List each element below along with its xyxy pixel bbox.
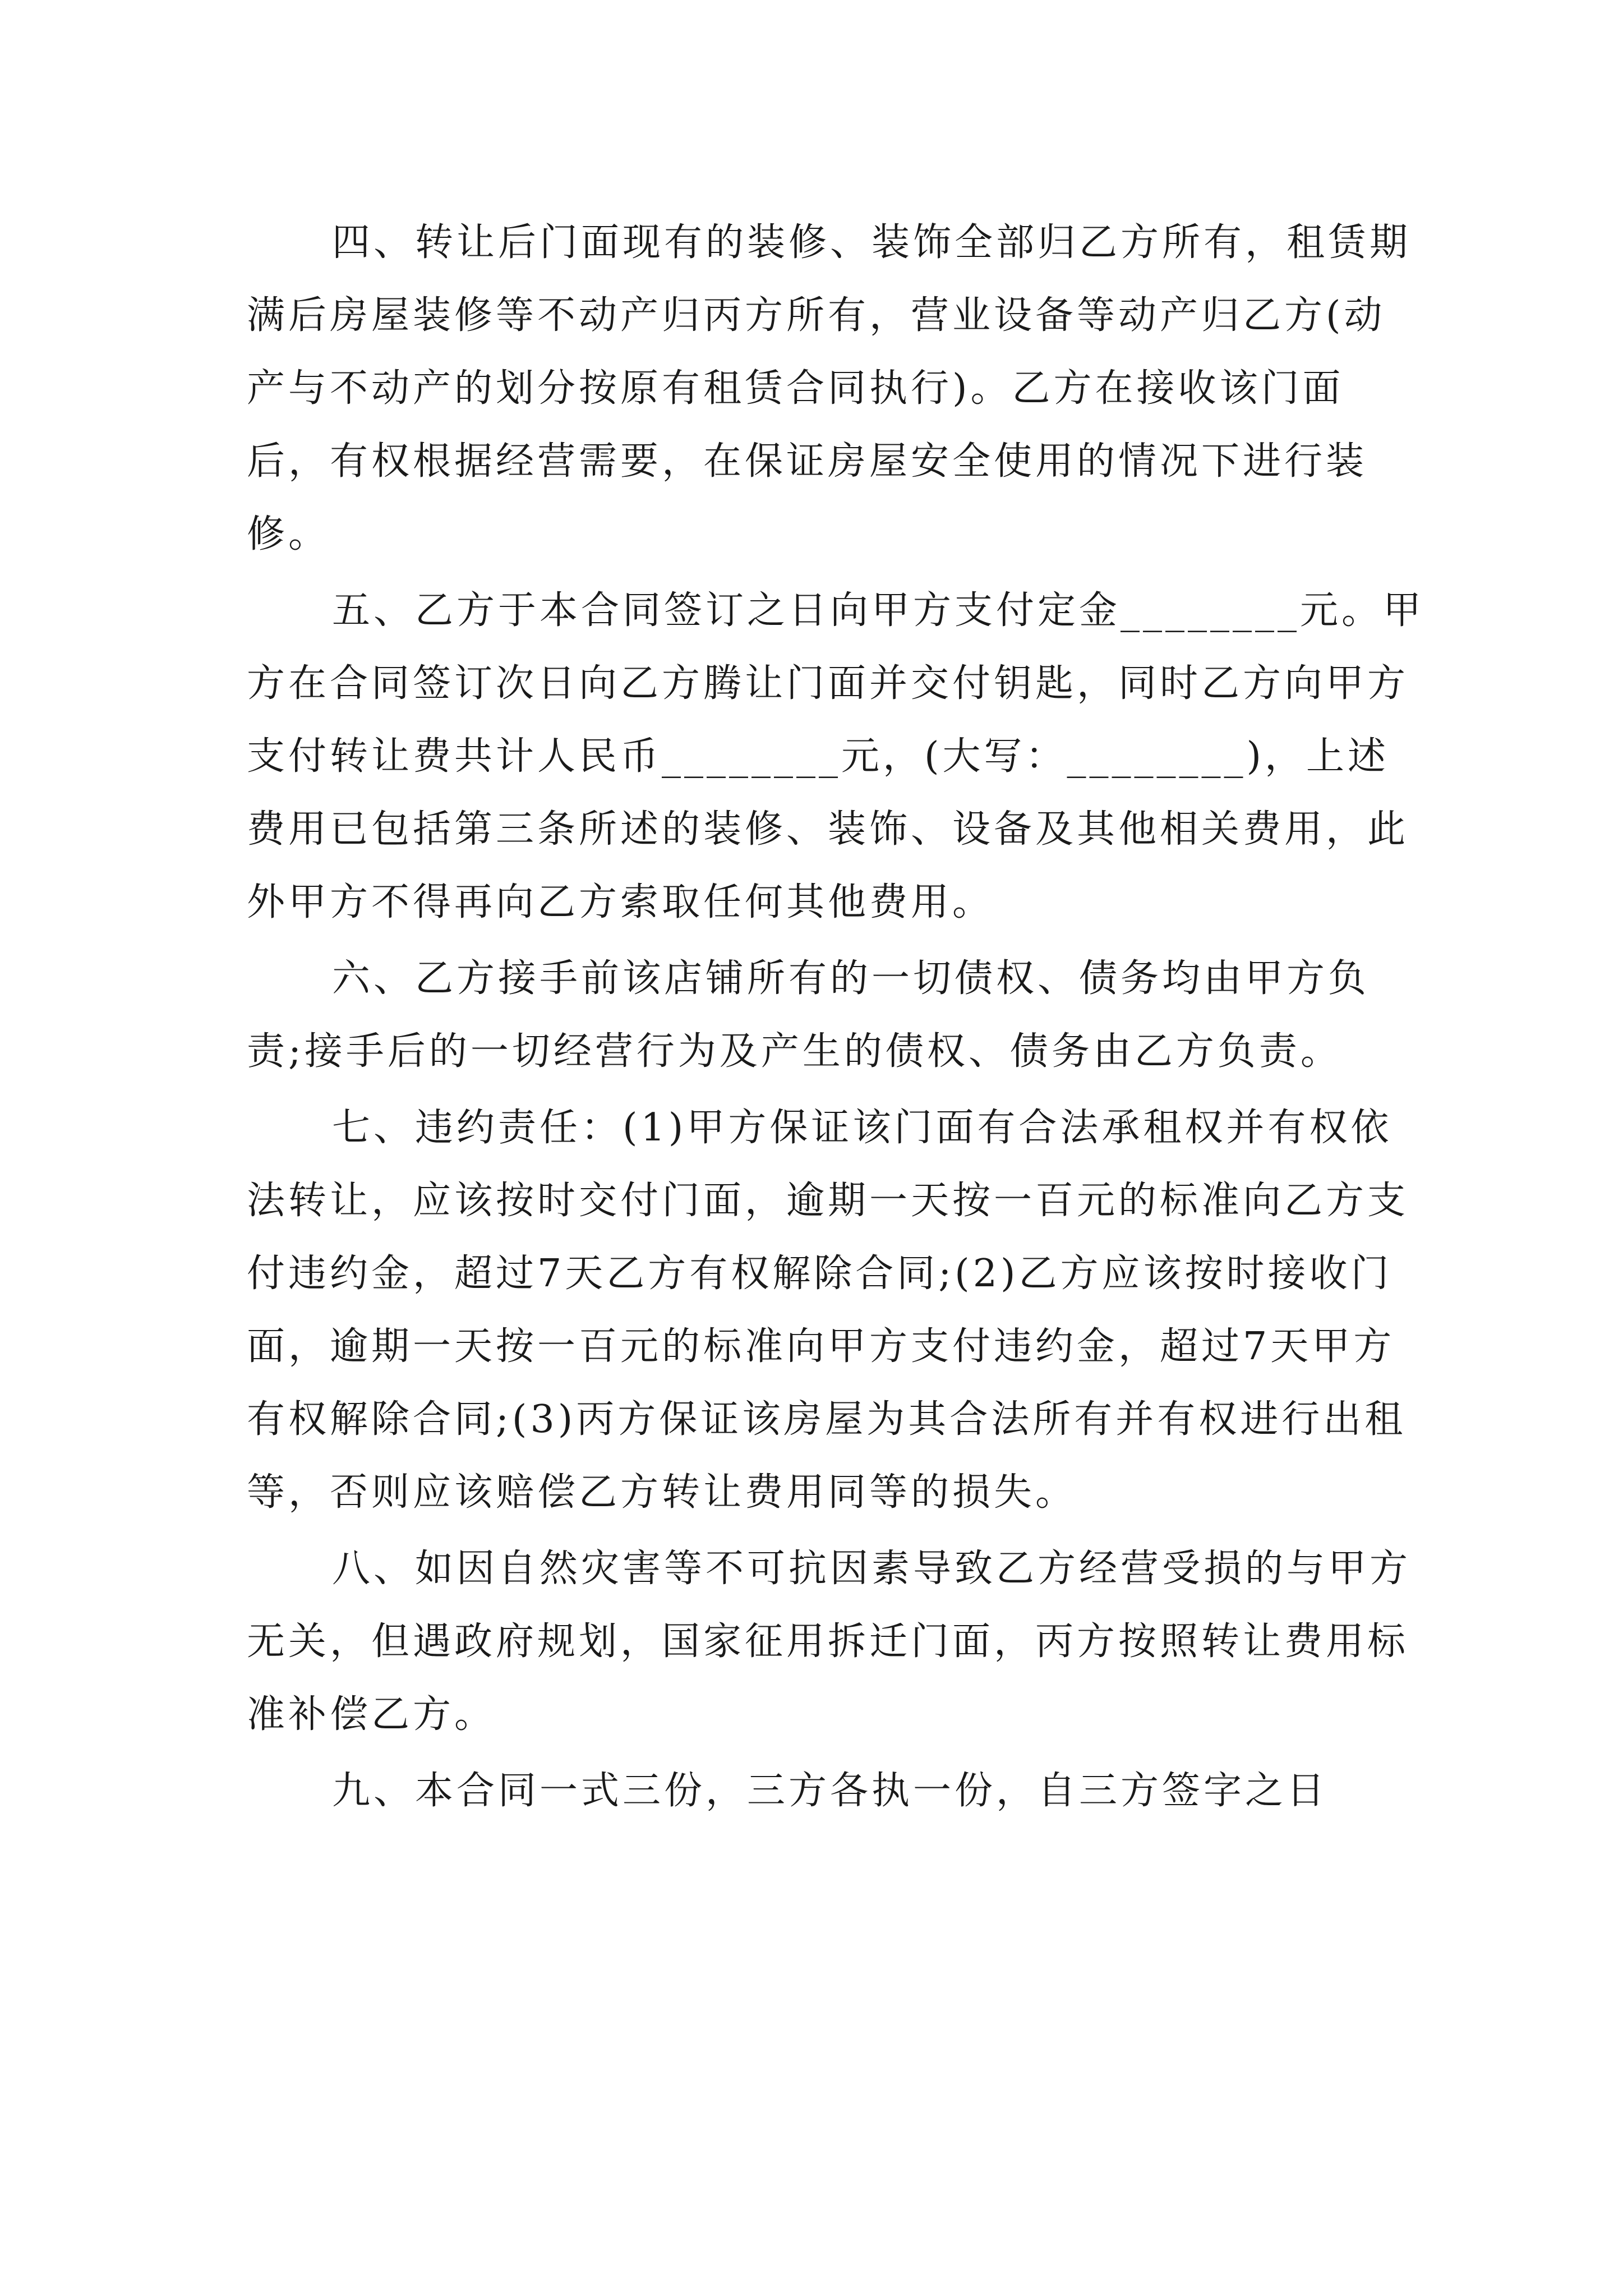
clause-4-paragraph: 四、转让后门面现有的装修、装饰全部归乙方所有，租赁期满后房屋装修等不动产归丙方所有，营业设备等动产归乙方(动产与不动产的划分按原有租赁合同执行)。乙方在接收该门面后，有权根据经营需要，在保证房屋安全使用的情况下进行装修。 bbox=[247, 220, 1412, 556]
clause-5-paragraph: 五、乙方于本合同签订之日向甲方支付定金________元。甲方在合同签订次日向乙方腾让门面并交付钥匙，同时乙方向甲方支付转让费共计人民币________元，(大写：________)，上述费用已包括第三条所述的装修、装饰、设备及其他相关费用，此外甲方不得再向乙方索取任何其他费用。 bbox=[247, 588, 1425, 924]
clause-9-paragraph: 九、本合同一式三份，三方各执一份，自三方签字之日 bbox=[332, 1769, 1329, 1813]
contract-body bbox=[247, 206, 1424, 1831]
clause-8-paragraph: 八、如因自然灾害等不可抗因素导致乙方经营受损的与甲方无关，但遇政府规划，国家征用拆迁门面，丙方按照转让费用标准补偿乙方。 bbox=[247, 1547, 1412, 1737]
clause-6-paragraph: 六、乙方接手前该店铺所有的一切债权、债务均由甲方负责;接手后的一切经营行为及产生的债权、债务由乙方负责。 bbox=[247, 956, 1370, 1074]
clause-7-paragraph: 七、违约责任：(1)甲方保证该门面有合法承租权并有权依法转让，应该按时交付门面，逾期一天按一百元的标准向乙方支付违约金，超过7天乙方有权解除合同;(2)乙方应该按时接收门面，逾期一天按一百元的标准向甲方支付违约金，超过7天甲方有权解除合同;(3)丙方保证该房屋为其合法所有并有权进行出租等，否则应该赔偿乙方转让费用同等的损失。 bbox=[247, 1106, 1409, 1515]
